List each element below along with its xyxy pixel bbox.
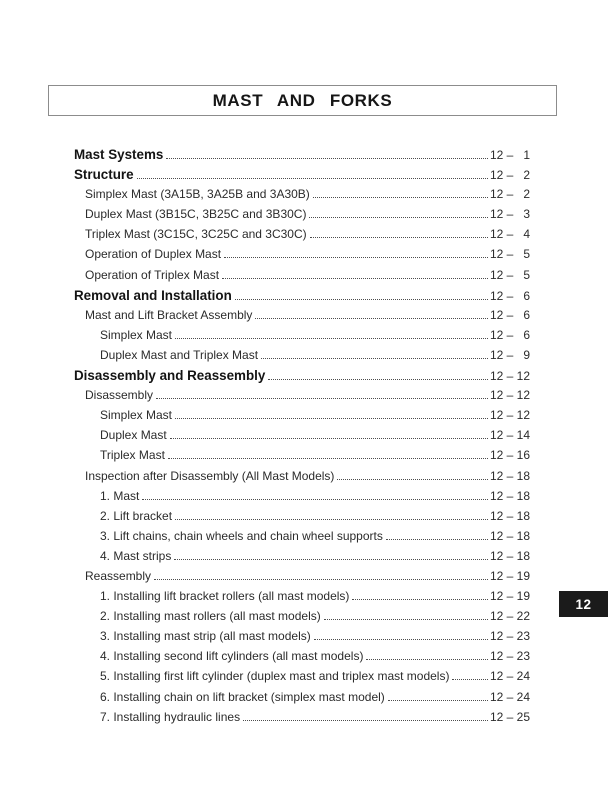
toc-entry-label: Simplex Mast [100, 408, 173, 423]
toc-entry [74, 669, 530, 689]
toc-leader-dots [168, 458, 488, 459]
toc-entry [74, 469, 530, 489]
toc-entry-page: 12 – 12 [489, 369, 530, 384]
toc-leader-dots [314, 639, 488, 640]
toc-entry-page: 12 – 18 [489, 528, 530, 543]
toc-entry [74, 187, 530, 207]
toc-entry [74, 649, 530, 669]
toc-leader-dots [452, 679, 487, 680]
toc-entry-label: Simplex Mast [100, 327, 173, 342]
toc-entry-page: 12 – 5 [489, 267, 530, 282]
toc-entry-page: 12 – 18 [489, 488, 530, 503]
toc-entry [74, 529, 530, 549]
toc-entry-page: 12 – 22 [489, 609, 530, 624]
toc-leader-dots [174, 559, 488, 560]
toc-entry [74, 569, 530, 589]
toc-entry [74, 489, 530, 509]
toc-leader-dots [313, 197, 488, 198]
chapter-title-box [48, 85, 557, 116]
toc-leader-dots [337, 479, 488, 480]
toc-entry-page: 12 – 18 [489, 548, 530, 563]
toc-entry-page: 12 – 3 [489, 207, 530, 222]
toc-entry-label: Reassembly [85, 568, 152, 583]
chapter-index-tab: 12 [559, 591, 608, 617]
toc-leader-dots [268, 379, 488, 380]
toc-entry-label: 4. Installing second lift cylinders (all mast models) [100, 649, 364, 664]
toc-entry [74, 227, 530, 247]
toc-entry [74, 207, 530, 227]
toc-entry-label: Disassembly [85, 388, 154, 403]
toc-entry-label: Duplex Mast (3B15C, 3B25C and 3B30C) [85, 207, 307, 222]
toc-entry-page: 12 – 5 [489, 247, 530, 262]
toc-entry-page: 12 – 12 [489, 388, 530, 403]
toc-leader-dots [309, 217, 488, 218]
toc-entry-label: 2. Installing mast rollers (all mast models) [100, 609, 321, 624]
toc-entry-label: Disassembly and Reassembly [74, 368, 266, 384]
toc-leader-dots [255, 318, 488, 319]
toc-entry-page: 12 – 2 [489, 168, 530, 183]
toc-entry [74, 549, 530, 569]
toc-entry-page: 12 – 23 [489, 629, 530, 644]
toc-leader-dots [366, 659, 488, 660]
toc-entry [74, 609, 530, 629]
toc-entry [74, 388, 530, 408]
toc-entry-label: 1. Mast [100, 488, 140, 503]
toc-entry [74, 268, 530, 288]
toc-entry-page: 12 – 2 [489, 187, 530, 202]
toc-leader-dots [175, 519, 488, 520]
toc-leader-dots [352, 599, 488, 600]
toc-entry [74, 288, 530, 308]
toc-entry-label: Inspection after Disassembly (All Mast Models) [85, 468, 335, 483]
toc-entry-page: 12 – 24 [489, 669, 530, 684]
toc-entry [74, 348, 530, 368]
toc-entry [74, 428, 530, 448]
toc-entry-label: Duplex Mast [100, 428, 167, 443]
toc-entry-label: Operation of Duplex Mast [85, 247, 222, 262]
table-of-contents [74, 147, 530, 730]
toc-entry-label: Duplex Mast and Triplex Mast [100, 347, 259, 362]
toc-entry-label: Mast Systems [74, 147, 164, 162]
toc-leader-dots [235, 299, 488, 300]
toc-leader-dots [324, 619, 488, 620]
toc-leader-dots [137, 178, 488, 179]
toc-leader-dots [243, 720, 488, 721]
toc-entry-label: 7. Installing hydraulic lines [100, 709, 241, 724]
toc-entry [74, 589, 530, 609]
toc-entry-page: 12 – 12 [489, 408, 530, 423]
toc-entry-label: 6. Installing chain on lift bracket (simplex mast model) [100, 689, 385, 704]
toc-entry [74, 328, 530, 348]
toc-entry-page: 12 – 6 [489, 307, 530, 322]
toc-entry [74, 408, 530, 428]
toc-entry-page: 12 – 14 [489, 428, 530, 443]
toc-entry-label: Mast and Lift Bracket Assembly [85, 307, 253, 322]
toc-entry-label: Triplex Mast [100, 448, 165, 463]
toc-entry-page: 12 – 1 [489, 148, 530, 162]
toc-entry-label: Operation of Triplex Mast [85, 267, 220, 282]
toc-leader-dots [310, 237, 488, 238]
toc-entry-page: 12 – 4 [489, 227, 530, 242]
toc-leader-dots [222, 278, 488, 279]
toc-entry [74, 308, 530, 328]
toc-entry-page: 12 – 19 [489, 589, 530, 604]
toc-entry-label: Removal and Installation [74, 287, 232, 303]
toc-entry-page: 12 – 24 [489, 689, 530, 704]
toc-entry-label: Simplex Mast (3A15B, 3A25B and 3A30B) [85, 187, 310, 202]
toc-entry [74, 368, 530, 388]
toc-leader-dots [170, 438, 488, 439]
toc-entry [74, 509, 530, 529]
toc-entry-label: 4. Mast strips [100, 548, 172, 563]
toc-leader-dots [388, 700, 488, 701]
toc-entry-label: 5. Installing first lift cylinder (duplex mast and triplex mast models) [100, 669, 450, 684]
toc-leader-dots [175, 418, 488, 419]
toc-entry-page: 12 – 16 [489, 448, 530, 463]
toc-entry-page: 12 – 18 [489, 468, 530, 483]
chapter-title: MAST AND FORKS [212, 90, 393, 110]
toc-entry-label: 1. Installing lift bracket rollers (all mast models) [100, 589, 350, 604]
toc-entry [74, 710, 530, 730]
toc-leader-dots [386, 539, 488, 540]
toc-entry-label: 3. Lift chains, chain wheels and chain wheel supports [100, 528, 383, 543]
toc-entry-page: 12 – 6 [489, 327, 530, 342]
toc-leader-dots [224, 257, 488, 258]
toc-entry-page: 12 – 23 [489, 649, 530, 664]
toc-entry [74, 690, 530, 710]
toc-leader-dots [261, 358, 488, 359]
toc-leader-dots [142, 499, 488, 500]
toc-entry [74, 629, 530, 649]
toc-entry-label: 2. Lift bracket [100, 508, 173, 523]
toc-entry-page: 12 – 25 [489, 709, 530, 724]
toc-entry-page: 12 – 6 [489, 288, 530, 303]
toc-entry-page: 12 – 18 [489, 508, 530, 523]
toc-entry [74, 167, 530, 187]
toc-entry-label: Triplex Mast (3C15C, 3C25C and 3C30C) [85, 227, 307, 242]
toc-entry [74, 448, 530, 468]
toc-entry-label: Structure [74, 167, 134, 183]
toc-entry [74, 247, 530, 267]
toc-leader-dots [154, 579, 488, 580]
toc-leader-dots [156, 398, 488, 399]
toc-entry [74, 147, 530, 167]
toc-entry-page: 12 – 9 [489, 347, 530, 362]
toc-leader-dots [166, 158, 488, 159]
toc-entry-label: 3. Installing mast strip (all mast models) [100, 629, 311, 644]
toc-entry-page: 12 – 19 [489, 568, 530, 583]
toc-leader-dots [175, 338, 488, 339]
